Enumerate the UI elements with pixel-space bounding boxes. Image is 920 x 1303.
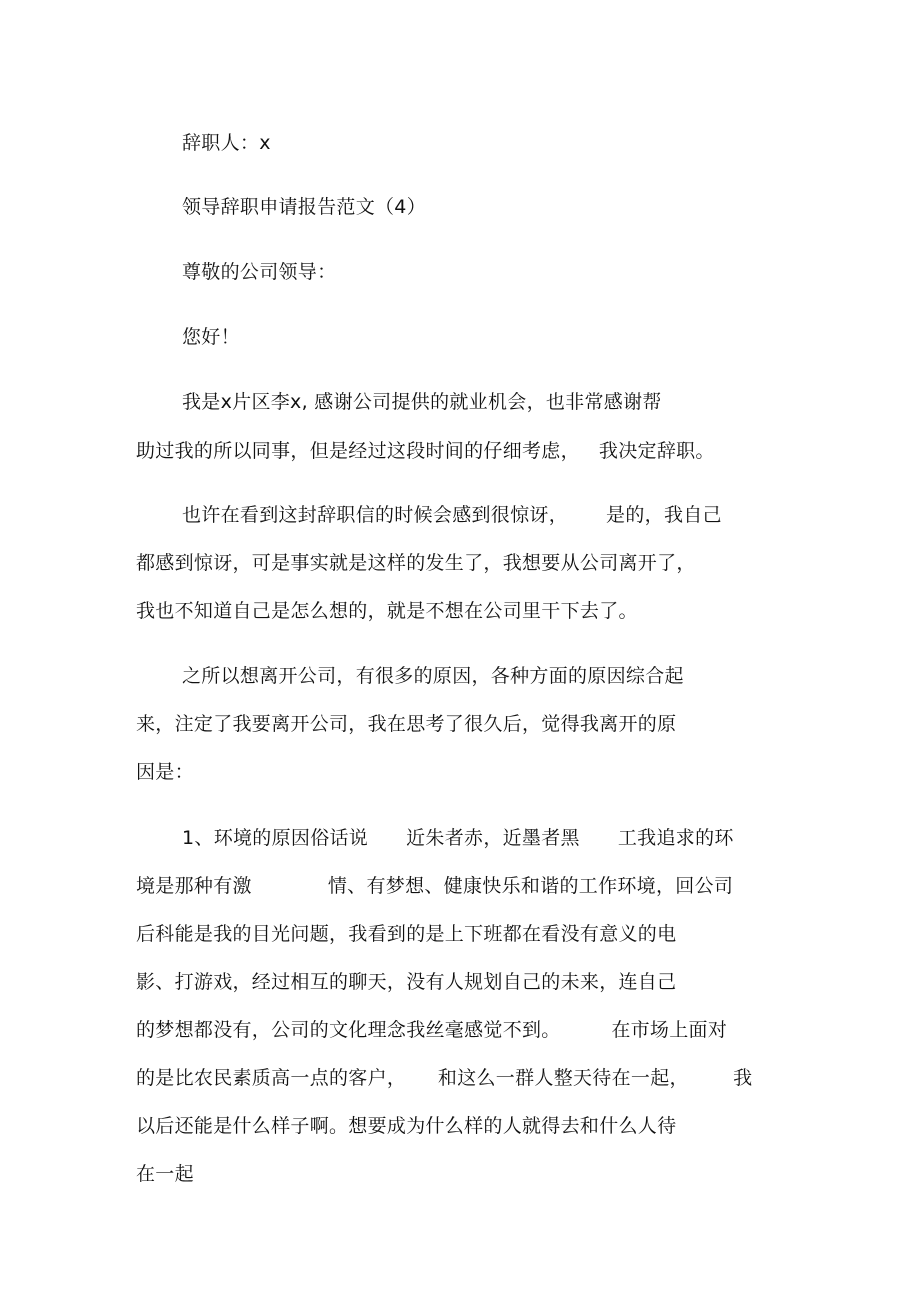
paragraph-line: 在一起 — [136, 1163, 194, 1185]
paragraph-line: 我也不知道自己是怎么想的，就是不想在公司里干下去了。 — [136, 600, 638, 622]
greeting: 您好！ — [182, 326, 240, 348]
paragraph-line: 助过我的所以同事，但是经过这段时间的仔细考虑， 我决定辞职。 — [136, 440, 715, 462]
paragraph-line: 都感到惊讶，可是事实就是这样的发生了，我想要从公司离开了， — [136, 552, 696, 574]
paragraph-line: 也许在看到这封辞职信的时候会感到很惊讶， 是的，我自己 — [182, 504, 722, 526]
document-heading: 领导辞职申请报告范文（4） — [182, 196, 426, 218]
salutation: 尊敬的公司领导： — [182, 261, 337, 283]
paragraph-line: 以后还能是什么样子啊。想要成为什么样的人就得去和什么人待 — [136, 1115, 677, 1137]
paragraph-line: 的梦想都没有，公司的文化理念我丝毫感觉不到。 在市场上面对 — [136, 1019, 728, 1041]
paragraph-line: 的是比农民素质高一点的客户， 和这么一群人整天待在一起， 我 — [136, 1067, 753, 1089]
paragraph-line: 我是x片区李x, 感谢公司提供的就业机会，也非常感谢帮 — [182, 391, 662, 413]
paragraph-line: 1、环境的原因俗话说 近朱者赤，近墨者黑 工我追求的环 — [182, 827, 734, 849]
paragraph-line: 后科能是我的目光问题，我看到的是上下班都在看没有意义的电 — [136, 923, 677, 945]
paragraph-line: 来，注定了我要离开公司，我在思考了很久后，觉得我离开的原 — [136, 713, 677, 735]
signer-line: 辞职人：x — [182, 132, 271, 154]
paragraph-line: 因是： — [136, 761, 194, 783]
paragraph-line: 境是那种有激 情、有梦想、健康快乐和谐的工作环境，回公司 — [136, 875, 734, 897]
paragraph-line: 之所以想离开公司，有很多的原因，各种方面的原因综合起 — [182, 665, 684, 687]
paragraph-line: 影、打游戏，经过相互的聊天，没有人规划自己的未来，连自己 — [136, 971, 677, 993]
